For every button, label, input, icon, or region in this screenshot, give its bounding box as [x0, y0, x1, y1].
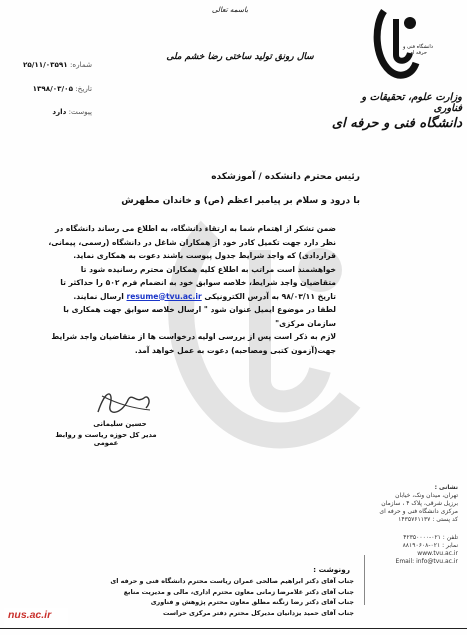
number-row [12, 60, 92, 69]
body-line: متقاضیان واجد شرایط، خلاصه سوابق خود به انضمام فرم ۵۰۲ را حداکثر تا [60, 278, 336, 287]
date-row [12, 84, 92, 93]
year-motto: سال رونق تولید ساختی رضا خشم ملی [166, 52, 314, 62]
address-label: نشانی : [434, 484, 458, 491]
number-value: ۲۵/۱۱/۰۳۵۹۱ [22, 60, 68, 69]
letter-body [36, 222, 336, 357]
date-value: ۱۳۹۸/۰۳/۰۵ [32, 84, 73, 93]
site-stamp [4, 608, 68, 626]
body-line: خواهشمند است مراتب به اطلاع کلیه همکاران محترم رسانیده شود تا [80, 264, 336, 274]
body-line: ضمن تشکر از اهتمام شما به ارتقاء دانشگاه، به اطلاع می رساند دانشگاه در [55, 224, 336, 233]
subject-line: لطفا در موضوع ایمیل عنوان شود " ارسال خلاصه سوابق جهت همکاری با [63, 305, 336, 314]
site-stamp-text: nus.ac.ir [8, 609, 52, 621]
contact-block [366, 484, 458, 566]
deadline-line [36, 290, 336, 304]
university-name: دانشگاه فنی و حرفه ای [331, 116, 462, 131]
fax-number: نمابر : ۰۲۱-۸۸۱۹۰۶۰۸ [402, 542, 458, 549]
invocation-text: باسمه تعالی [211, 5, 249, 14]
copies-list [76, 576, 354, 618]
number-label: شماره: [69, 60, 92, 69]
body-line: قراردادی) که واجد شرایط جدول پیوست باشند دعوت به همکاری نماید. [73, 251, 336, 260]
greeting-line: با درود و سلام بر پیامبر اعظم (ص) و خاندان مطهرش [121, 196, 360, 206]
attachment-label: پیوست: [68, 107, 92, 116]
recipient-line: رئیس محترم دانشکده / آموزشکده [211, 172, 360, 182]
postal-code: کد پستی : ۱۴۳۵۷۶۱۱۳۷ [398, 516, 458, 523]
address-line: مرکزی دانشگاه فنی و حرفه ای [379, 508, 458, 515]
attachment-value: دارد [52, 107, 67, 116]
copies-heading: رونوشت : [313, 565, 350, 574]
subject-line: سازمان مرکزی" [275, 318, 336, 328]
handwritten-signature [88, 384, 158, 420]
ministry-name: وزارت علوم، تحقیقات و فناوری [361, 92, 462, 114]
deadline-prefix: تاریخ ۹۸/۰۳/۱۱ به آدرس الکترونیکی [204, 291, 336, 301]
closing-line: لازم به ذکر است پس از بررسی اولیه درخواست ها از متقاضیان واجد شرایط [51, 332, 336, 341]
attachment-row [12, 107, 92, 116]
contact-email[interactable]: Email: info@tvu.ac.ir [395, 558, 458, 565]
copy-recipient: جناب آقای دکتر ابراهیم صالحی عمران ریاست محترم دانشگاه فنی و حرفه ای [110, 577, 354, 585]
date-label: تاریخ: [75, 84, 92, 93]
copy-recipient: جناب آقای دکتر رضا زنگنه مطلق معاون محترم پژوهش و فناوری [150, 598, 354, 606]
address-line: برزیل شرقی، پلاک ۴ ، سازمان [381, 500, 458, 507]
address-line: تهران، میدان ونک، خیابان [395, 492, 458, 499]
body-line: نظر دارد جهت تکمیل کادر خود از همکاران شاغل در دانشگاه (رسمی، پیمانی، [48, 237, 336, 247]
bottom-border [0, 628, 467, 629]
website[interactable]: www.tvu.ac.ir [417, 550, 458, 557]
closing-line: جهت(آزمون کتبی ومصاحبه) دعوت به عمل خواهد آمد. [134, 345, 336, 355]
copy-recipient: جناب آقای حمید یزدانیان مدیرکل محترم دفتر مرکزی حراست [163, 608, 354, 617]
deadline-suffix: ارسال نمایند. [73, 291, 124, 301]
contact-divider [364, 555, 365, 605]
logo-caption: دانشگاه فنی و حرفه ای [402, 44, 434, 56]
phone-number: تلفن : ۰۲۱-۴۲۳۵۰۰۰۰ [403, 534, 458, 541]
copy-recipient: جناب آقای دکتر غلامرضا زمانی معاون محترم اداری، مالی و مدیریت منابع [123, 587, 354, 596]
signer-title: مدیر کل حوزه ریاست و روابط عمومی [55, 431, 157, 447]
signer-name: حسین سلیمانی [93, 420, 147, 428]
email-link[interactable]: resume@tvu.ac.ir [126, 291, 202, 301]
